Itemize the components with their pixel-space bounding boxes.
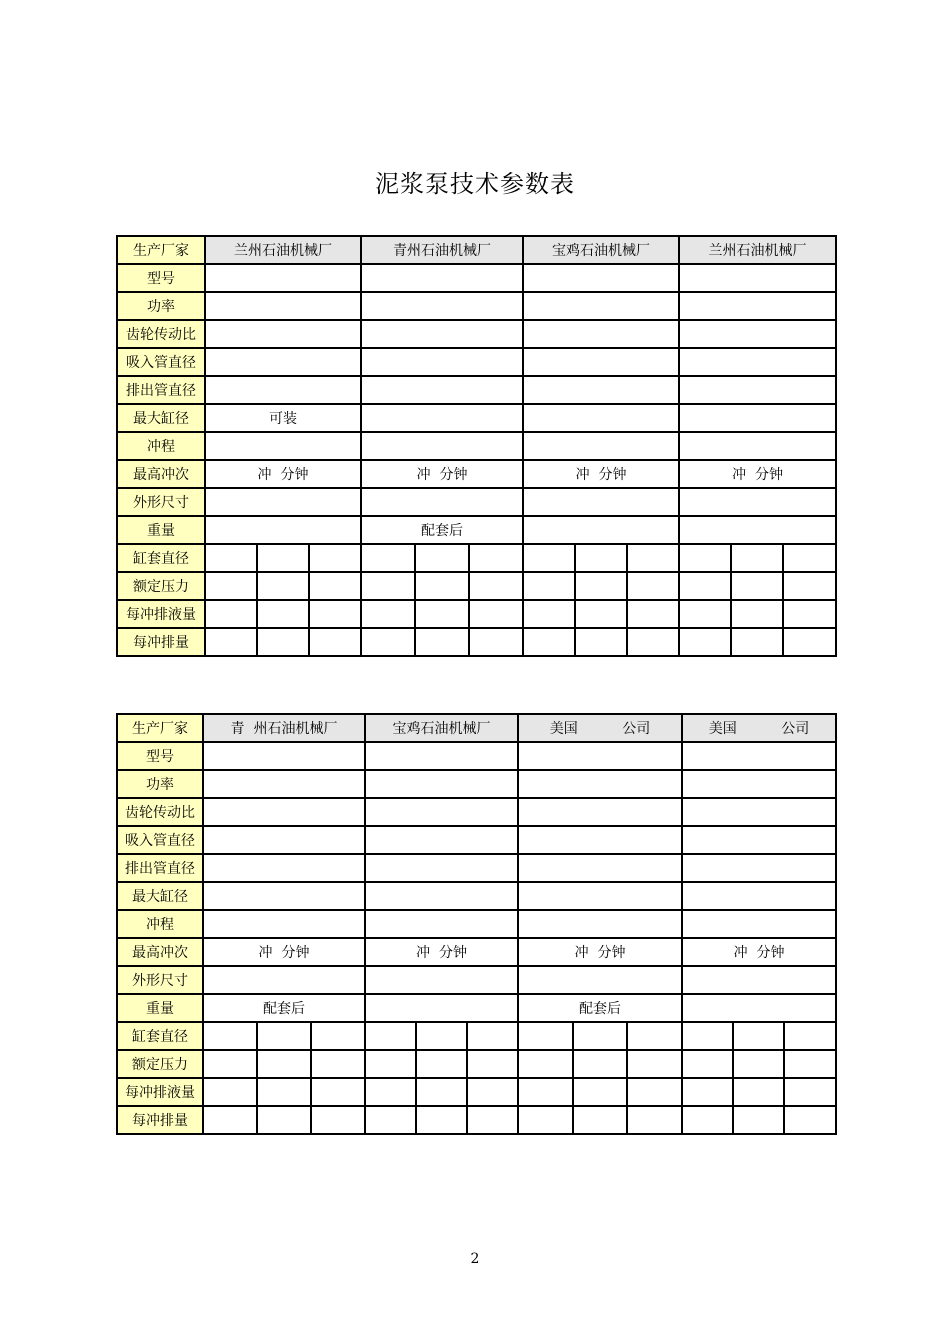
- sub-cell: [467, 1022, 518, 1050]
- sub-cell: [783, 628, 836, 656]
- sub-cell: [733, 1050, 784, 1078]
- value-cell: [518, 966, 682, 994]
- sub-cell: [575, 572, 627, 600]
- spec-table-1: [116, 235, 837, 657]
- sub-cell: [523, 628, 575, 656]
- value-cell: [682, 770, 836, 798]
- value-cell: [682, 742, 836, 770]
- value-cell: [679, 376, 836, 404]
- manufacturer-cell: 兰州石油机械厂: [205, 236, 361, 264]
- sub-cell: [309, 600, 361, 628]
- sub-cell: [573, 1022, 627, 1050]
- sub-cell: [365, 1106, 416, 1134]
- value-cell: [682, 798, 836, 826]
- sub-cell: [469, 628, 523, 656]
- row-label: 最大缸径: [117, 882, 203, 910]
- value-cell: [203, 798, 365, 826]
- value-cell: [361, 264, 523, 292]
- sub-cell: [205, 600, 257, 628]
- sub-cell: [203, 1022, 257, 1050]
- value-cell: [365, 910, 518, 938]
- row-label: 重量: [117, 516, 205, 544]
- value-cell: [365, 770, 518, 798]
- sub-cell: [205, 572, 257, 600]
- sub-cell: [575, 600, 627, 628]
- value-cell: [203, 854, 365, 882]
- sub-cell: [731, 572, 783, 600]
- value-cell: [523, 376, 679, 404]
- manufacturer-cell: 青州石油机械厂: [361, 236, 523, 264]
- value-cell: [518, 882, 682, 910]
- weight-note: 配套后: [203, 994, 365, 1022]
- value-cell: [361, 320, 523, 348]
- value-cell: [679, 432, 836, 460]
- sub-cell: [682, 1022, 733, 1050]
- value-cell: [361, 292, 523, 320]
- sub-cell: [361, 544, 415, 572]
- value-cell: [679, 488, 836, 516]
- value-cell: [518, 826, 682, 854]
- value-cell: [205, 376, 361, 404]
- value-cell: [523, 516, 679, 544]
- page-title: 泥浆泵技术参数表: [375, 170, 575, 198]
- stroke-rate-cell: 冲 分钟: [361, 460, 523, 488]
- max-bore-note: 可装: [205, 404, 361, 432]
- sub-cell: [523, 544, 575, 572]
- value-cell: [682, 826, 836, 854]
- sub-cell: [416, 1050, 467, 1078]
- row-label: 冲程: [117, 432, 205, 460]
- manufacturer-cell: 美国 公司: [682, 714, 836, 742]
- value-cell: [518, 742, 682, 770]
- sub-cell: [783, 600, 836, 628]
- value-cell: [523, 404, 679, 432]
- value-cell: [679, 516, 836, 544]
- sub-cell: [365, 1078, 416, 1106]
- value-cell: [682, 966, 836, 994]
- sub-cell: [627, 1022, 682, 1050]
- value-cell: [361, 404, 523, 432]
- sub-cell: [627, 628, 679, 656]
- sub-cell: [203, 1050, 257, 1078]
- sub-cell: [679, 544, 731, 572]
- row-label: 生产厂家: [117, 236, 205, 264]
- sub-cell: [518, 1078, 573, 1106]
- sub-cell: [415, 628, 469, 656]
- stroke-rate-cell: 冲 分钟: [518, 938, 682, 966]
- sub-cell: [784, 1078, 836, 1106]
- row-label: 最大缸径: [117, 404, 205, 432]
- value-cell: [361, 432, 523, 460]
- sub-cell: [518, 1022, 573, 1050]
- manufacturer-cell: 美国 公司: [518, 714, 682, 742]
- sub-cell: [573, 1106, 627, 1134]
- row-label: 每冲排量: [117, 628, 205, 656]
- sub-cell: [309, 544, 361, 572]
- sub-cell: [627, 572, 679, 600]
- sub-cell: [733, 1078, 784, 1106]
- sub-cell: [311, 1022, 365, 1050]
- sub-cell: [361, 628, 415, 656]
- value-cell: [205, 292, 361, 320]
- sub-cell: [257, 1050, 311, 1078]
- sub-cell: [415, 572, 469, 600]
- sub-cell: [573, 1050, 627, 1078]
- sub-cell: [257, 1022, 311, 1050]
- value-cell: [365, 882, 518, 910]
- value-cell: [365, 742, 518, 770]
- sub-cell: [415, 600, 469, 628]
- row-label: 重量: [117, 994, 203, 1022]
- value-cell: [523, 488, 679, 516]
- sub-cell: [523, 600, 575, 628]
- sub-cell: [365, 1050, 416, 1078]
- sub-cell: [416, 1022, 467, 1050]
- value-cell: [682, 882, 836, 910]
- value-cell: [361, 488, 523, 516]
- sub-cell: [679, 572, 731, 600]
- value-cell: [365, 966, 518, 994]
- sub-cell: [731, 600, 783, 628]
- stroke-rate-cell: 冲 分钟: [523, 460, 679, 488]
- value-cell: [205, 348, 361, 376]
- sub-cell: [311, 1078, 365, 1106]
- value-cell: [682, 994, 836, 1022]
- sub-cell: [415, 544, 469, 572]
- value-cell: [365, 994, 518, 1022]
- row-label: 功率: [117, 770, 203, 798]
- sub-cell: [361, 572, 415, 600]
- sub-cell: [309, 628, 361, 656]
- sub-cell: [518, 1106, 573, 1134]
- value-cell: [679, 348, 836, 376]
- sub-cell: [311, 1106, 365, 1134]
- manufacturer-cell: 青 州石油机械厂: [203, 714, 365, 742]
- sub-cell: [627, 1106, 682, 1134]
- row-label: 排出管直径: [117, 376, 205, 404]
- sub-cell: [257, 544, 309, 572]
- sub-cell: [784, 1050, 836, 1078]
- value-cell: [205, 320, 361, 348]
- sub-cell: [731, 628, 783, 656]
- sub-cell: [257, 600, 309, 628]
- stroke-rate-cell: 冲 分钟: [679, 460, 836, 488]
- sub-cell: [257, 628, 309, 656]
- row-label: 缸套直径: [117, 1022, 203, 1050]
- row-label: 每冲排液量: [117, 600, 205, 628]
- value-cell: [203, 882, 365, 910]
- value-cell: [679, 320, 836, 348]
- sub-cell: [679, 600, 731, 628]
- value-cell: [518, 798, 682, 826]
- sub-cell: [416, 1078, 467, 1106]
- manufacturer-cell: 兰州石油机械厂: [679, 236, 836, 264]
- row-label: 排出管直径: [117, 854, 203, 882]
- sub-cell: [627, 1078, 682, 1106]
- value-cell: [203, 826, 365, 854]
- row-label: 外形尺寸: [117, 488, 205, 516]
- sub-cell: [205, 628, 257, 656]
- value-cell: [203, 770, 365, 798]
- row-label: 额定压力: [117, 572, 205, 600]
- sub-cell: [203, 1106, 257, 1134]
- sub-cell: [309, 572, 361, 600]
- value-cell: [203, 966, 365, 994]
- sub-cell: [523, 572, 575, 600]
- sub-cell: [311, 1050, 365, 1078]
- value-cell: [518, 854, 682, 882]
- sub-cell: [575, 544, 627, 572]
- value-cell: [518, 770, 682, 798]
- row-label: 外形尺寸: [117, 966, 203, 994]
- row-label: 功率: [117, 292, 205, 320]
- weight-note: 配套后: [361, 516, 523, 544]
- value-cell: [365, 854, 518, 882]
- value-cell: [682, 910, 836, 938]
- row-label: 最高冲次: [117, 938, 203, 966]
- sub-cell: [205, 544, 257, 572]
- sub-cell: [627, 544, 679, 572]
- value-cell: [205, 432, 361, 460]
- manufacturer-cell: 宝鸡石油机械厂: [523, 236, 679, 264]
- row-label: 缸套直径: [117, 544, 205, 572]
- value-cell: [523, 264, 679, 292]
- value-cell: [361, 348, 523, 376]
- row-label: 齿轮传动比: [117, 798, 203, 826]
- sub-cell: [416, 1106, 467, 1134]
- row-label: 型号: [117, 742, 203, 770]
- row-label: 生产厂家: [117, 714, 203, 742]
- sub-cell: [733, 1022, 784, 1050]
- sub-cell: [203, 1078, 257, 1106]
- row-label: 型号: [117, 264, 205, 292]
- spec-table-2: [116, 713, 837, 1135]
- value-cell: [518, 910, 682, 938]
- sub-cell: [467, 1050, 518, 1078]
- page-number: 2: [470, 1251, 480, 1267]
- sub-cell: [783, 544, 836, 572]
- value-cell: [523, 432, 679, 460]
- sub-cell: [784, 1022, 836, 1050]
- value-cell: [682, 854, 836, 882]
- value-cell: [365, 798, 518, 826]
- sub-cell: [575, 628, 627, 656]
- sub-cell: [467, 1106, 518, 1134]
- sub-cell: [518, 1050, 573, 1078]
- stroke-rate-cell: 冲 分钟: [365, 938, 518, 966]
- sub-cell: [361, 600, 415, 628]
- value-cell: [523, 320, 679, 348]
- stroke-rate-cell: 冲 分钟: [203, 938, 365, 966]
- manufacturer-cell: 宝鸡石油机械厂: [365, 714, 518, 742]
- value-cell: [205, 264, 361, 292]
- sub-cell: [573, 1078, 627, 1106]
- sub-cell: [733, 1106, 784, 1134]
- sub-cell: [682, 1078, 733, 1106]
- value-cell: [205, 488, 361, 516]
- value-cell: [679, 292, 836, 320]
- sub-cell: [627, 600, 679, 628]
- sub-cell: [257, 1078, 311, 1106]
- value-cell: [365, 826, 518, 854]
- value-cell: [203, 742, 365, 770]
- sub-cell: [627, 1050, 682, 1078]
- sub-cell: [679, 628, 731, 656]
- sub-cell: [257, 572, 309, 600]
- value-cell: [523, 292, 679, 320]
- sub-cell: [469, 600, 523, 628]
- stroke-rate-cell: 冲 分钟: [205, 460, 361, 488]
- value-cell: [679, 404, 836, 432]
- value-cell: [523, 348, 679, 376]
- sub-cell: [784, 1106, 836, 1134]
- sub-cell: [731, 544, 783, 572]
- value-cell: [679, 264, 836, 292]
- sub-cell: [257, 1106, 311, 1134]
- value-cell: [205, 516, 361, 544]
- sub-cell: [682, 1050, 733, 1078]
- value-cell: [361, 376, 523, 404]
- sub-cell: [365, 1022, 416, 1050]
- row-label: 冲程: [117, 910, 203, 938]
- sub-cell: [469, 544, 523, 572]
- sub-cell: [469, 572, 523, 600]
- row-label: 每冲排量: [117, 1106, 203, 1134]
- row-label: 齿轮传动比: [117, 320, 205, 348]
- sub-cell: [682, 1106, 733, 1134]
- weight-note: 配套后: [518, 994, 682, 1022]
- row-label: 吸入管直径: [117, 348, 205, 376]
- sub-cell: [783, 572, 836, 600]
- row-label: 最高冲次: [117, 460, 205, 488]
- row-label: 额定压力: [117, 1050, 203, 1078]
- row-label: 每冲排液量: [117, 1078, 203, 1106]
- value-cell: [203, 910, 365, 938]
- stroke-rate-cell: 冲 分钟: [682, 938, 836, 966]
- sub-cell: [467, 1078, 518, 1106]
- row-label: 吸入管直径: [117, 826, 203, 854]
